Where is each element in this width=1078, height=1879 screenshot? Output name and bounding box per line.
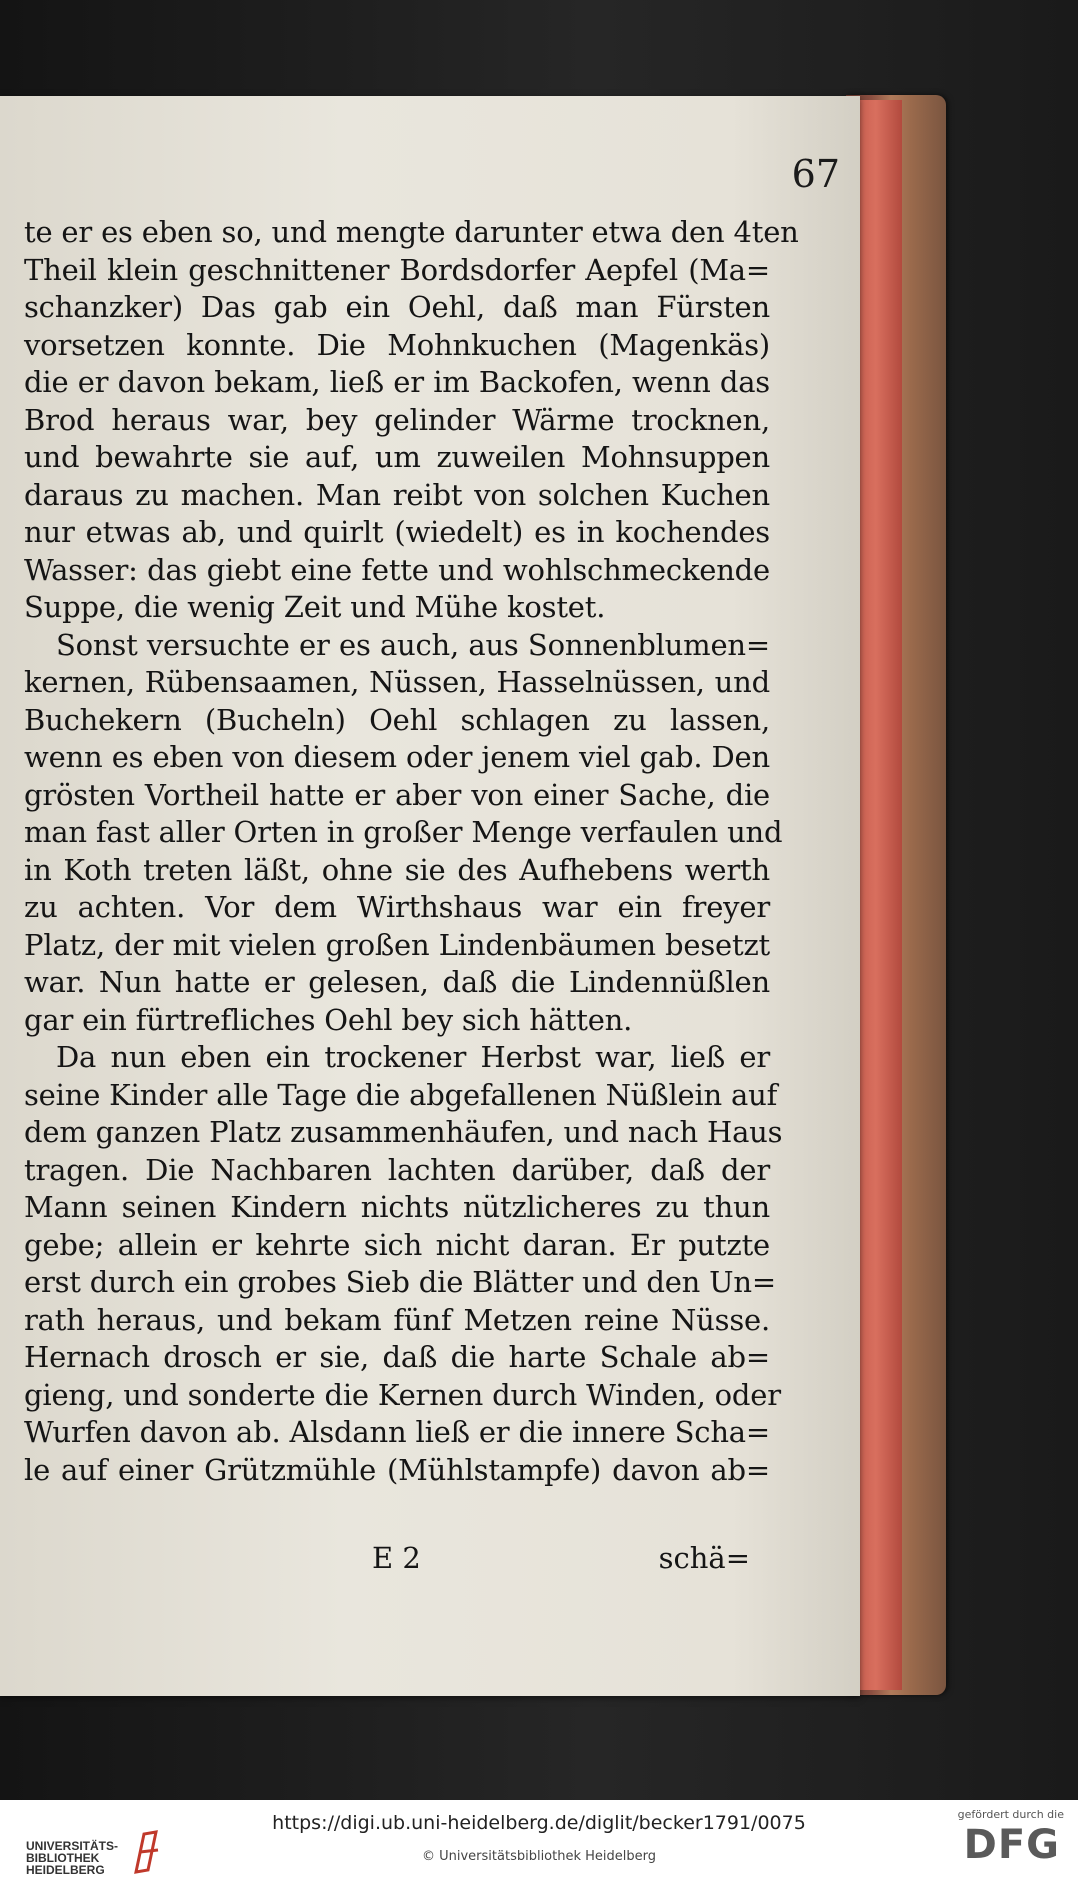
text-line: rath heraus, und bekam fünf Metzen reine Nüsse. (24, 1302, 770, 1337)
document-url-link[interactable]: https://digi.ub.uni-heidelberg.de/diglit/becker1791/0075 (272, 1812, 806, 1834)
book-page (0, 96, 860, 1696)
text-line: man fast aller Orten in großer Menge verfaulen und (24, 815, 783, 849)
text-line: war. Nun hatte er gelesen, daß die Lindennüßlen (24, 965, 770, 999)
text-line: in Koth treten läßt, ohne sie des Aufhebens werth (24, 852, 770, 887)
text-line: erst durch ein grobes Sieb die Blätter und den Un= (24, 1265, 776, 1299)
signature-mark: E 2 (372, 1541, 421, 1575)
text-line: die er davon bekam, ließ er im Backofen, wenn das (24, 365, 770, 399)
page-number: 67 (791, 152, 840, 196)
text-line: schanzker) Das gab ein Oehl, daß man Fürsten (24, 290, 770, 324)
text-line: grösten Vortheil hatte er aber von einer Sache, die (24, 777, 770, 812)
text-line: Wurfen davon ab. Alsdann ließ er die innere Scha= (24, 1415, 770, 1449)
text-line: Buchekern (Bucheln) Oehl schlagen zu lassen, (24, 702, 770, 737)
text-line: Wasser: das giebt eine fette und wohlschmeckende (24, 552, 770, 587)
text-line: Suppe, die wenig Zeit und Mühe kostet. (24, 590, 606, 624)
text-line: zu achten. Vor dem Wirthshaus war ein freyer (24, 890, 770, 924)
text-line: gieng, und sonderte die Kernen durch Winden, oder (24, 1377, 781, 1412)
text-line: daraus zu machen. Man reibt von solchen Kuchen (24, 477, 770, 512)
funding-note: gefördert durch die (957, 1808, 1064, 1821)
text-line: wenn es eben von diesem oder jenem viel gab. Den (24, 740, 770, 774)
text-line: tragen. Die Nachbaren lachten darüber, daß der (24, 1152, 770, 1187)
text-line: nur etwas ab, und quirlt (wiedelt) es in kochendes (24, 515, 770, 549)
library-name: UNIVERSITÄTS- BIBLIOTHEK HEIDELBERG (26, 1839, 119, 1877)
text-line: te er es eben so, und mengte darunter etwa den 4ten (24, 215, 799, 249)
text-line: Sonst versuchte er es auch, aus Sonnenblumen= (56, 627, 770, 662)
text-line: Theil klein geschnittener Bordsdorfer Aepfel (Ma= (24, 252, 770, 287)
text-line: gebe; allein er kehrte sich nicht daran. Er putzte (24, 1227, 770, 1262)
catchword: schä= (658, 1541, 750, 1575)
text-line: kernen, Rübensaamen, Nüssen, Hasselnüssen, und (24, 665, 770, 699)
text-line: Da nun eben ein trockener Herbst war, ließ er (56, 1040, 770, 1074)
text-line: le auf einer Grützmühle (Mühlstampfe) davon ab= (24, 1452, 770, 1487)
text-line: Platz, der mit vielen großen Lindenbäumen besetzt (24, 927, 770, 962)
text-line: Mann seinen Kindern nichts nützlicheres zu thun (24, 1190, 770, 1224)
copyright-notice: © Universitätsbibliothek Heidelberg (421, 1849, 656, 1864)
viewer-footer (0, 1800, 1078, 1879)
text-line: gar ein fürtrefliches Oehl bey sich hätten. (24, 1002, 633, 1037)
text-line: seine Kinder alle Tage die abgefallenen Nüßlein auf (24, 1077, 778, 1112)
dfg-logo[interactable]: DFG (963, 1822, 1060, 1868)
text-line: und bewahrte sie auf, um zuweilen Mohnsuppen (24, 440, 770, 474)
page-footer-line (24, 1541, 770, 1581)
text-line: Brod heraus war, bey gelinder Wärme trocknen, (24, 402, 770, 437)
page-text (24, 214, 799, 1489)
text-line: vorsetzen konnte. Die Mohnkuchen (Magenkäs) (24, 327, 770, 362)
text-line: dem ganzen Platz zusammenhäufen, und nach Haus (24, 1115, 783, 1149)
text-line: Hernach drosch er sie, daß die harte Schale ab= (24, 1340, 770, 1374)
